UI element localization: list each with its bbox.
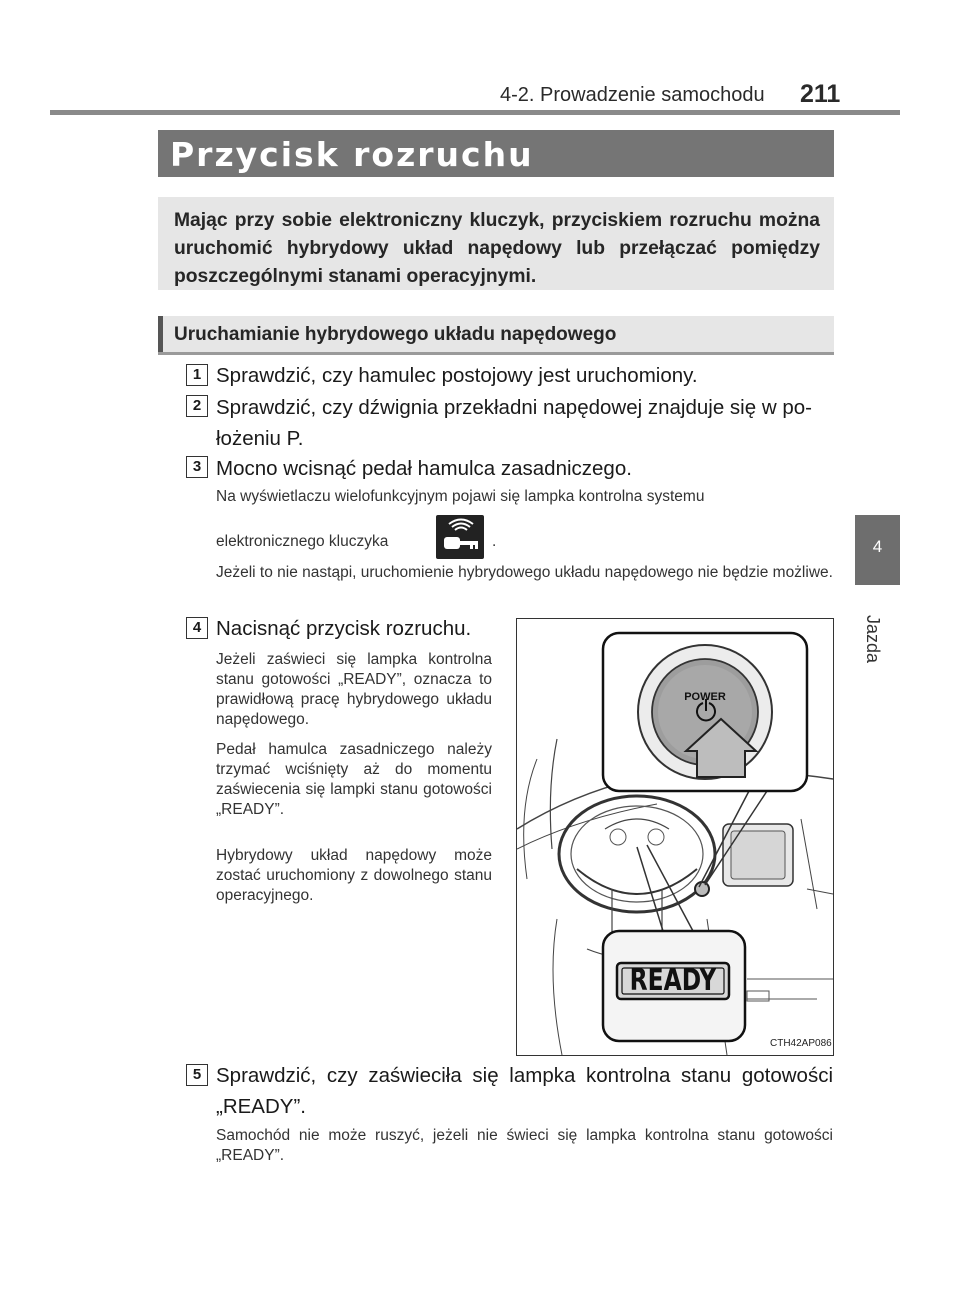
step-3-text: Mocno wcisnąć pedał hamulca zasadniczego.: [216, 457, 632, 480]
section-heading: Uruchamianie hybrydowego układu napędowego: [174, 324, 617, 345]
step-1-text: Sprawdzić, czy hamulec postojowy jest uruchomiony.: [216, 364, 698, 387]
section-heading-bar: [158, 316, 163, 354]
step-4-note-3: Hybrydowy układ napędowy może zostać uruchomiony z dowolnego stanu operacyjnego.: [216, 847, 492, 904]
intro-text: Mając przy sobie elektroniczny kluczyk, przyciskiem rozruchu można uruchomić hybrydowy układ napędowy lub przełączać pomiędzy poszczególnymi stanami operacyjnymi.: [174, 210, 820, 287]
step-4-note-1: Jeżeli zaświeci się lampka kontrolna stanu gotowości „READY”, oznacza to prawidłową pracę hybrydowego układu napędowego.: [216, 651, 492, 728]
step-3-note-1-line1: Na wyświetlaczu wielofunkcyjnym pojawi się lampka kontrolna systemu: [216, 488, 705, 505]
chapter-number: 4: [872, 537, 883, 556]
step-1-number: 1: [186, 364, 208, 386]
figure-power-button: [516, 618, 834, 1056]
figure-code: CTH42AP086: [770, 1038, 832, 1049]
step-4-text: Nacisnąć przycisk rozruchu.: [216, 617, 472, 640]
step-4-note-2: Pedał hamulca zasadniczego należy trzymać wciśnięty aż do momentu zaświecenia się lampki stanu gotowości „READY”.: [216, 741, 492, 818]
chapter-label: [846, 615, 906, 664]
step-3-note-1-line2: elektronicznego kluczyka: [216, 533, 389, 550]
chapter-tab: [855, 515, 900, 585]
chapter-label-text: Jazda: [863, 615, 883, 664]
smart-key-indicator-icon: [436, 515, 484, 559]
step-5-note-1: Samochód nie może ruszyć, jeżeli nie świeci się lampka kontrolna stanu gotowości „READY”.: [216, 1127, 833, 1164]
page-title-banner: [158, 130, 834, 177]
step-5-text: Sprawdzić, czy zaświeciła się lampka kontrolna stanu gotowości „READY”.: [216, 1064, 833, 1118]
page-title: Przycisk rozruchu: [170, 135, 534, 174]
running-header-section: 4-2. Prowadzenie samochodu: [500, 84, 765, 106]
step-3-note-1-end: .: [492, 533, 497, 550]
step-2-text-line2: łożeniu P.: [216, 427, 304, 450]
step-4-number: 4: [186, 617, 208, 639]
power-button-label: POWER: [684, 691, 726, 703]
ready-indicator-label: READY: [629, 963, 717, 998]
step-2-number: 2: [186, 395, 208, 417]
step-2-text-line1: Sprawdzić, czy dźwignia przekładni napędowej znajduje się w po-: [216, 396, 812, 419]
step-3-number: 3: [186, 456, 208, 478]
intro-box: [158, 197, 834, 290]
section-heading-box: [158, 316, 834, 354]
page-number: 211: [800, 80, 841, 108]
section-heading-rule: [158, 352, 834, 355]
step-3-note-2: Jeżeli to nie nastąpi, uruchomienie hybrydowego układu napędowego nie będzie możliwe.: [216, 564, 833, 581]
header-rule: [50, 110, 900, 115]
step-5-number: 5: [186, 1064, 208, 1086]
